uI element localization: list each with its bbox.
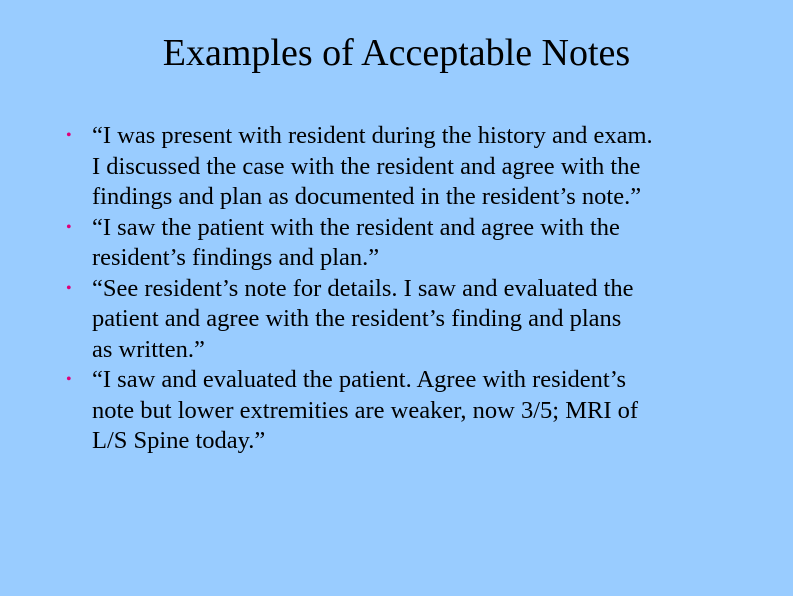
bullet-list bbox=[66, 121, 766, 457]
bullet-item bbox=[66, 365, 766, 457]
bullet-icon: • bbox=[66, 218, 72, 236]
bullet-text: “I saw the patient with the resident and agree with the resident’s findings and plan.” bbox=[92, 213, 620, 271]
slide-title: Examples of Acceptable Notes bbox=[162, 32, 631, 74]
bullet-item bbox=[66, 213, 766, 274]
bullet-text: “I saw and evaluated the patient. Agree with resident’s note but lower extremities are weaker, now 3/5; MRI of L/S Spine today.” bbox=[92, 366, 639, 454]
bullet-text: “I was present with resident during the history and exam. I discussed the case with the resident and agree with the findings and plan as documented in the resident’s note.” bbox=[92, 122, 653, 210]
bullet-item bbox=[66, 121, 766, 213]
bullet-icon: • bbox=[66, 371, 72, 388]
bullet-icon: • bbox=[66, 127, 72, 144]
bullet-text: “See resident’s note for details. I saw and evaluated the patient and agree with the resident’s finding and plans as written.” bbox=[92, 274, 634, 363]
bullet-item bbox=[66, 274, 766, 366]
bullet-icon: • bbox=[66, 279, 72, 297]
